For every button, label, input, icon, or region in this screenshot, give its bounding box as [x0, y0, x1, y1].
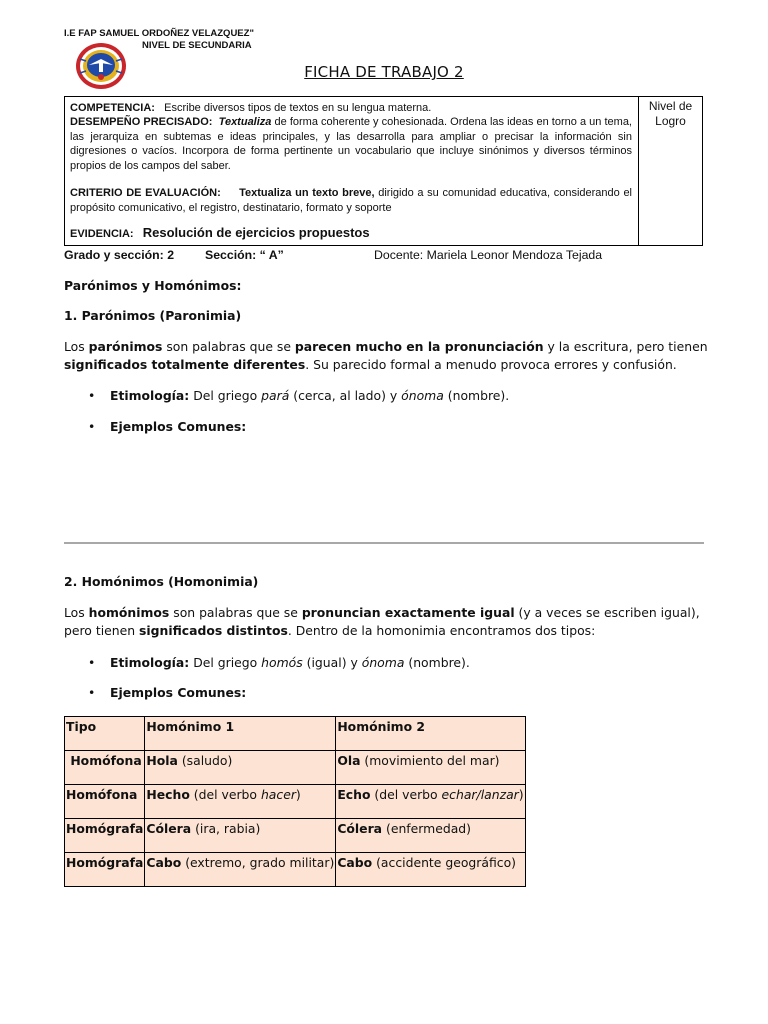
topic-title: Parónimos y Homónimos:	[64, 278, 242, 293]
criterio-text: dirigido a su comunidad educativa, considerando el propósito comunicativo, el registro, destinatario, formato y soporte	[70, 187, 633, 214]
section-divider	[64, 542, 704, 544]
table-row	[65, 751, 526, 785]
tipo-cell: Homófona	[65, 785, 145, 819]
criterio-row	[70, 186, 632, 215]
homonimo-1-cell: Cólera (ira, rabia)	[145, 819, 336, 853]
homonimo-2-cell: Cólera (enfermedad)	[336, 819, 525, 853]
homonimo-2-cell: Cabo (accidente geográfico)	[336, 853, 525, 887]
desempeno-text: de forma coherente y cohesionada. Ordena las ideas en torno a un tema, las jerarquiza en subtemas e ideas principales, y las desarrolla para ampliar o precisar la información sin digresiones o vacíos. Incorpora de forma pertinente un vocabulario que incluye sinónimos y diversos términos propios de los campos del saber.	[70, 116, 632, 172]
school-name: I.E FAP SAMUEL ORDOÑEZ VELAZQUEZ"	[64, 28, 254, 39]
section-1-title: 1. Parónimos (Paronimia)	[64, 308, 242, 323]
table-header-cell: Homónimo 2	[336, 717, 525, 751]
desempeno-label: DESEMPEÑO PRECISADO:	[70, 116, 213, 128]
school-level: NIVEL DE SECUNDARIA	[142, 40, 252, 51]
section-1-paragraph: Los parónimos son palabras que se parecen mucho en la pronunciación y la escritura, pero tienen significados totalmente diferentes. Su parecido formal a menudo provoca errores y confusión.	[64, 339, 708, 372]
page-title: FICHA DE TRABAJO 2	[304, 63, 464, 81]
logro-label: Logro	[655, 114, 686, 128]
competencia-text: Escribe diversos tipos de textos en su lengua materna.	[164, 102, 432, 114]
homonimo-1-cell: Hola (saludo)	[145, 751, 336, 785]
table-header-cell: Homónimo 1	[145, 717, 336, 751]
seccion-text: Sección: “ A”	[205, 248, 284, 262]
nivel-label: Nivel de	[648, 99, 693, 113]
tipo-cell: Homógrafa	[65, 853, 145, 887]
docente-text: Docente: Mariela Leonor Mendoza Tejada	[374, 248, 603, 262]
competencia-row	[70, 101, 632, 116]
criterio-emphasis: Textualiza un texto breve,	[239, 187, 375, 199]
bullet-icon: •	[88, 655, 96, 670]
desempeno-emphasis: Textualiza	[218, 116, 272, 128]
homonyms-table	[64, 716, 526, 887]
table-row	[65, 785, 526, 819]
bullet-icon: •	[88, 388, 96, 403]
homonimo-2-cell: Echo (del verbo echar/lanzar)	[336, 785, 525, 819]
section-2-title: 2. Homónimos (Homonimia)	[64, 574, 259, 589]
grado-text: Grado y sección: 2	[64, 248, 175, 262]
homonimo-1-cell: Cabo (extremo, grado militar)	[145, 853, 336, 887]
section-2-paragraph: Los homónimos son palabras que se pronuncian exactamente igual (y a veces se escriben igual), pero tienen significados distintos. Dentro de la homonimia encontramos dos tipos:	[64, 605, 700, 638]
evidencia-label: EVIDENCIA:	[70, 228, 134, 240]
tipo-cell: Homófona	[65, 751, 145, 785]
table-header-cell: Tipo	[65, 717, 145, 751]
criterio-label: CRITERIO DE EVALUACIÓN:	[70, 187, 221, 199]
table-header-row	[65, 717, 526, 751]
nivel-de-logro-box	[638, 96, 703, 246]
bullet-icon: •	[88, 685, 96, 700]
table-row	[65, 819, 526, 853]
tipo-cell: Homógrafa	[65, 819, 145, 853]
desempeno-row	[70, 115, 632, 173]
homonimo-2-cell: Ola (movimiento del mar)	[336, 751, 525, 785]
homonimo-1-cell: Hecho (del verbo hacer)	[145, 785, 336, 819]
evidencia-row	[70, 226, 632, 242]
table-row	[65, 853, 526, 887]
grade-section-line	[64, 248, 704, 264]
evidencia-text: Resolución de ejercicios propuestos	[142, 225, 370, 240]
competencia-label: COMPETENCIA:	[70, 102, 155, 114]
bullet-icon: •	[88, 419, 96, 434]
